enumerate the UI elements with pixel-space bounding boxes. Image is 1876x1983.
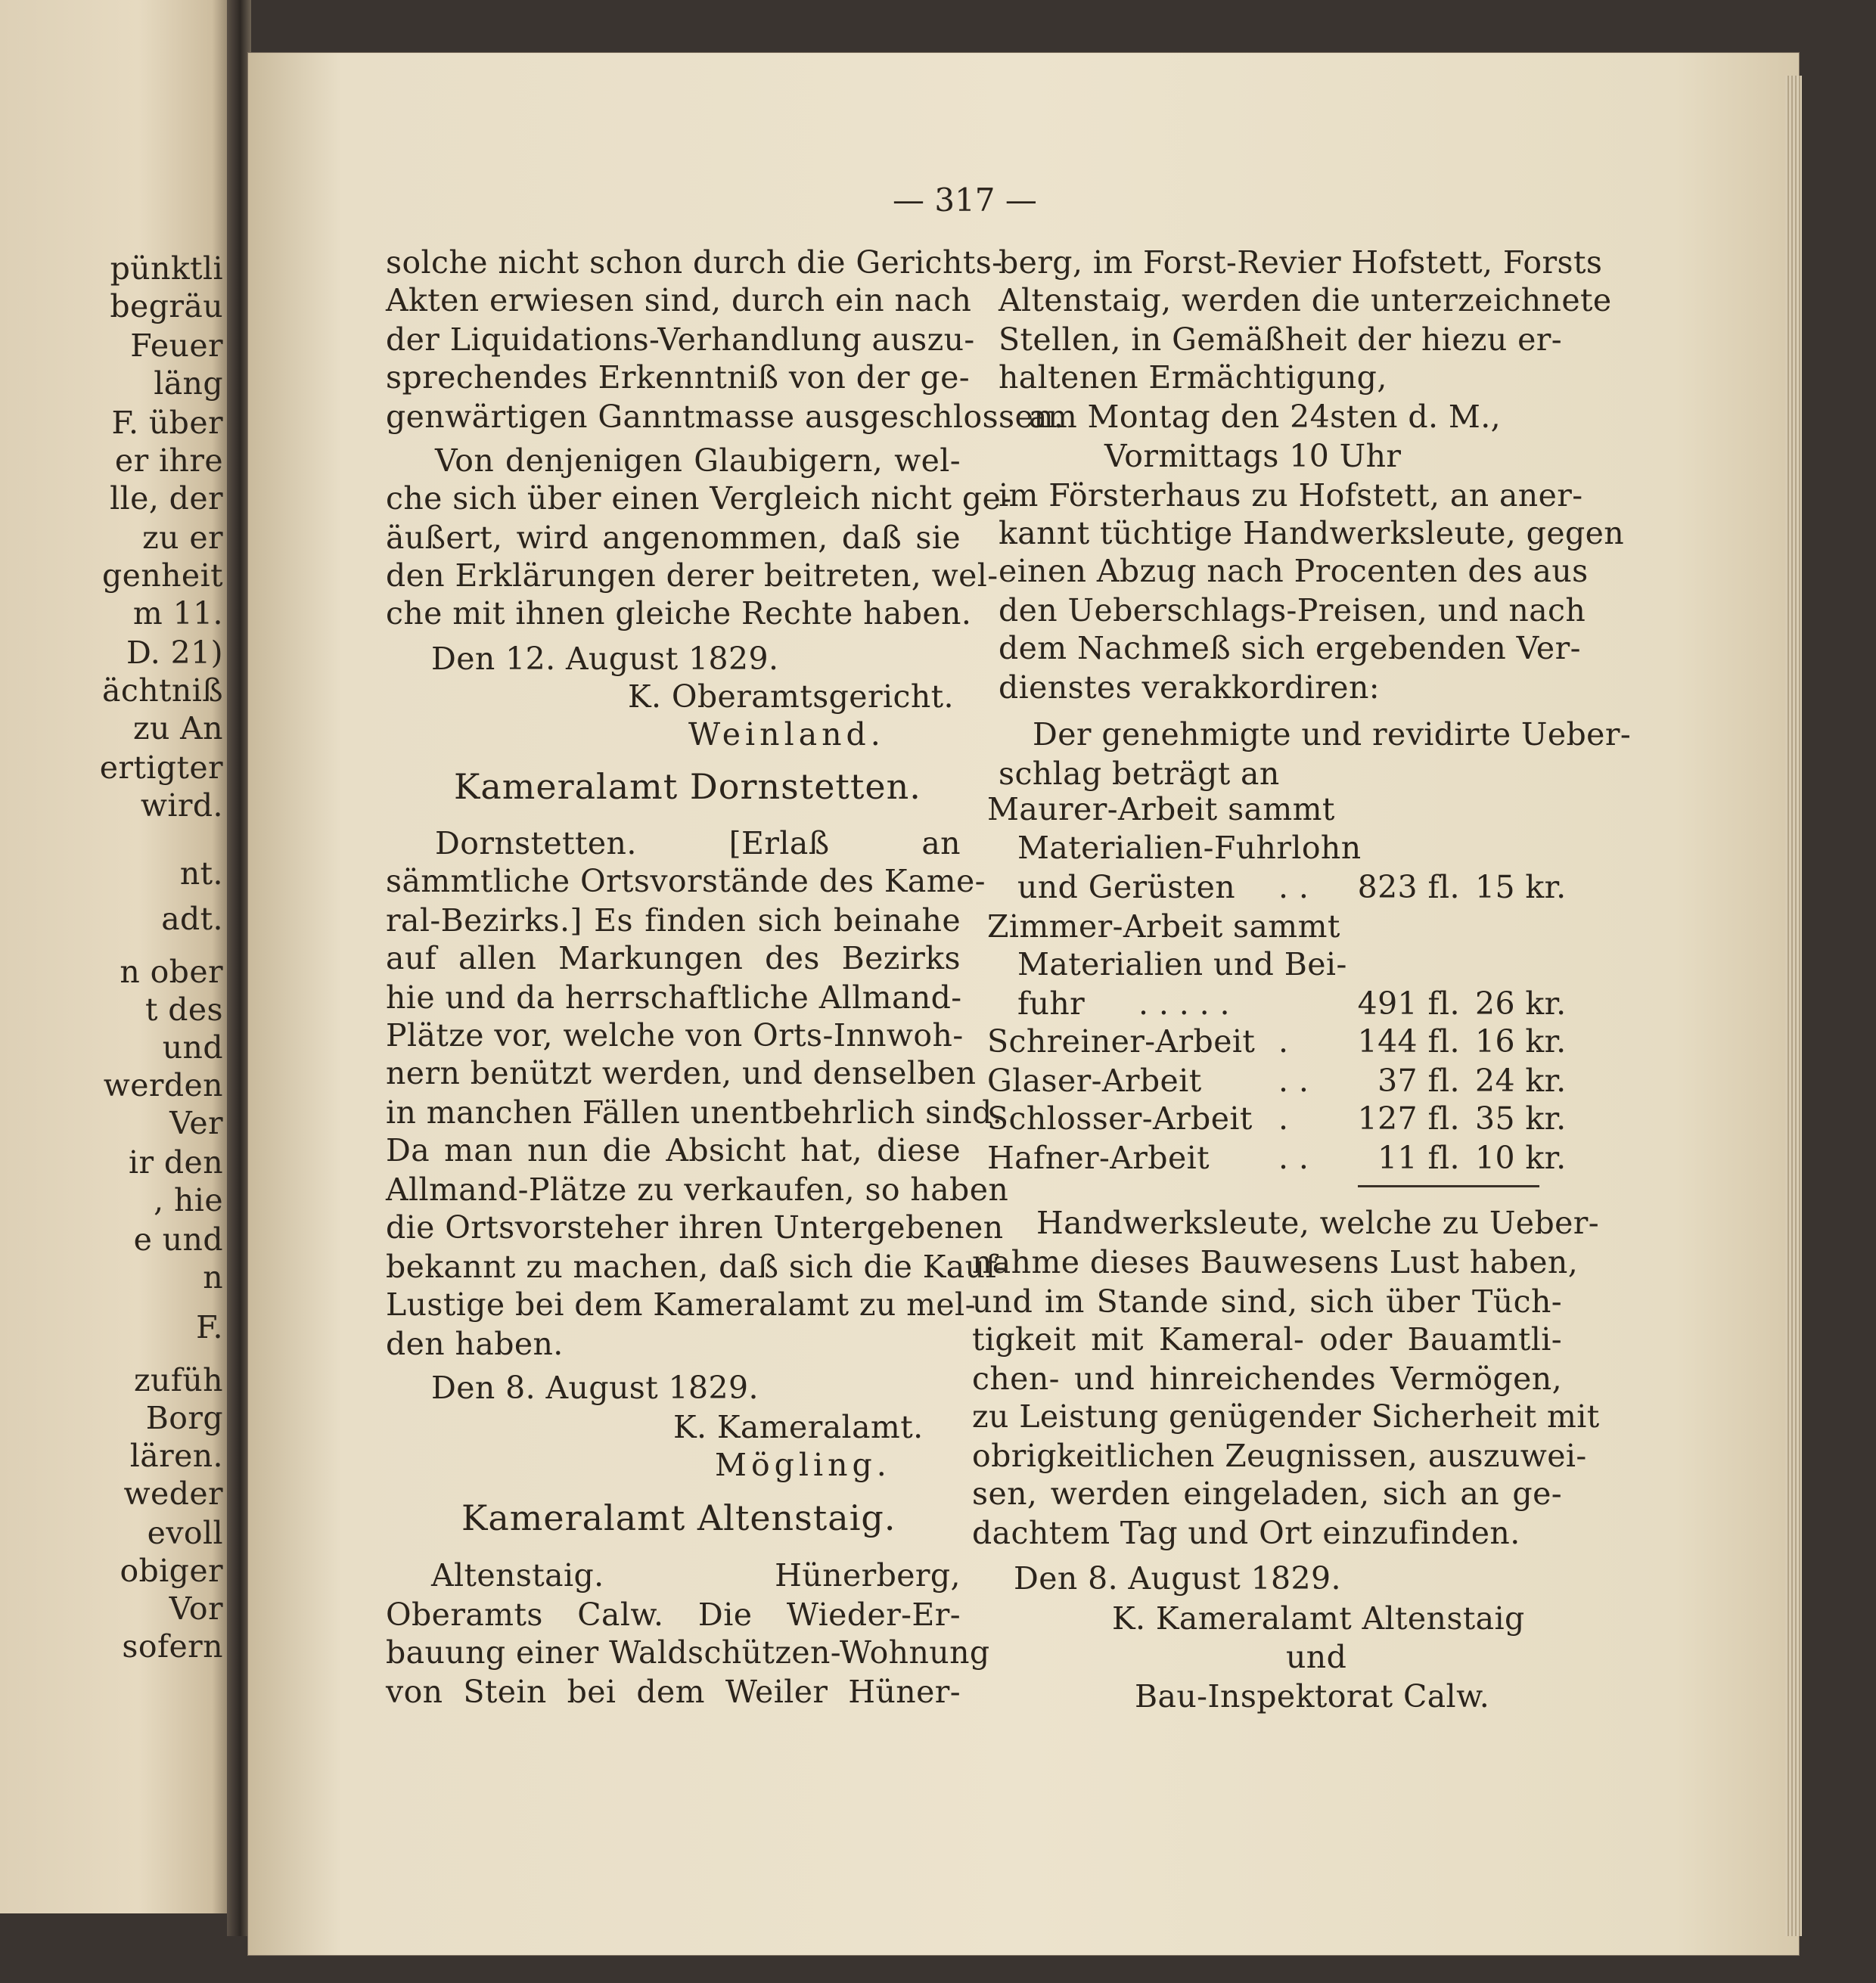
text-line: nahme dieses Bauwesens Lust haben, <box>972 1244 1579 1280</box>
cost-label: fuhr <box>1017 985 1086 1022</box>
text-line: K. Kameralamt Altenstaig <box>1112 1600 1525 1637</box>
cost-label: Materialien-Fuhrlohn <box>1017 830 1362 866</box>
text-line: K. Oberamtsgericht. <box>628 678 954 715</box>
text-line: Den 8. August 1829. <box>431 1370 759 1406</box>
section-heading: Kameralamt Altenstaig. <box>461 1497 896 1538</box>
left-margin-line: zu An <box>132 710 223 746</box>
text-line: die Ortsvorsteher ihren Untergebenen <box>386 1209 1004 1246</box>
cost-florin: 823 fl. <box>1357 869 1460 905</box>
text-line: auf allen Markungen des Bezirks <box>386 940 961 976</box>
text-line: sämmtliche Ortsvorstände des Kame- <box>386 863 986 899</box>
cost-kreuzer: 24 kr. <box>1475 1063 1567 1099</box>
text-line: solche nicht schon durch die Gerichts- <box>386 244 1003 281</box>
text-line: Von denjenigen Glaubigern, wel- <box>435 442 961 479</box>
text-line: Dornstetten. [Erlaß an <box>435 825 961 861</box>
text-line: Vormittags 10 Uhr <box>1104 438 1402 474</box>
cost-label: Maurer-Arbeit sammt <box>987 791 1335 827</box>
text-line: nern benützt werden, und denselben <box>386 1055 977 1091</box>
cost-label: Materialien und Bei- <box>1017 946 1347 982</box>
text-line: bauung einer Waldschützen-Wohnung <box>386 1634 990 1671</box>
cost-dots: . . . . . <box>1138 985 1230 1022</box>
text-line: che sich über einen Vergleich nicht ge- <box>386 480 1012 517</box>
left-margin-line: zu er <box>142 520 223 556</box>
text-line: den Ueberschlags-Preisen, und nach <box>999 592 1586 628</box>
text-line: Da man nun die Absicht hat, diese <box>386 1132 961 1168</box>
text-line: che mit ihnen gleiche Rechte haben. <box>386 595 972 632</box>
text-line: und <box>1286 1639 1347 1675</box>
text-line: Allmand-Plätze zu verkaufen, so haben <box>386 1171 1009 1208</box>
left-margin-line: lären. <box>129 1438 223 1474</box>
left-margin-line: m 11. <box>132 595 223 632</box>
cost-kreuzer: 16 kr. <box>1475 1023 1567 1060</box>
text-line: K. Kameralamt. <box>673 1409 924 1445</box>
left-margin-line: ertigter <box>99 749 223 786</box>
cost-label: Hafner-Arbeit <box>987 1140 1210 1176</box>
text-line: hie und da herrschaftliche Allmand- <box>386 979 962 1016</box>
text-line: Den 8. August 1829. <box>1014 1560 1341 1597</box>
text-line: dachtem Tag und Ort einzufinden. <box>972 1515 1520 1551</box>
text-line: genwärtigen Ganntmasse ausgeschlossen. <box>386 399 1064 435</box>
cost-florin: 127 fl. <box>1357 1100 1460 1137</box>
left-margin-line: werden <box>103 1067 223 1103</box>
text-line: Akten erwiesen sind, durch ein nach <box>386 282 972 318</box>
text-line: dienstes verakkordiren: <box>999 669 1380 706</box>
cost-label: Schreiner-Arbeit <box>987 1023 1256 1060</box>
left-margin-line: adt. <box>161 901 223 937</box>
left-margin-line: ir den <box>128 1144 223 1181</box>
text-line: ral-Bezirks.] Es finden sich beinahe <box>386 902 961 939</box>
left-margin-line: genheit <box>102 557 223 594</box>
left-margin-line: n <box>203 1259 223 1296</box>
text-line: Altenstaig. Hünerberg, <box>431 1557 961 1594</box>
text-line: haltenen Ermächtigung, <box>999 359 1387 396</box>
text-line: Lustige bei dem Kameralamt zu mel- <box>386 1286 976 1323</box>
cost-florin: 11 fl. <box>1377 1140 1460 1176</box>
text-line: Der genehmigte und revidirte Ueber- <box>1033 716 1632 753</box>
text-line: chen- und hinreichendes Vermögen, <box>972 1361 1562 1397</box>
cost-kreuzer: 15 kr. <box>1475 869 1567 905</box>
cost-florin: 491 fl. <box>1357 985 1460 1022</box>
cost-kreuzer: 10 kr. <box>1475 1140 1567 1176</box>
text-line: den haben. <box>386 1326 564 1362</box>
text-line: Plätze vor, welche von Orts-Innwoh- <box>386 1017 964 1054</box>
text-line: Stellen, in Gemäßheit der hiezu er- <box>999 321 1563 358</box>
left-margin-line: er ihre <box>114 442 223 479</box>
left-margin-line: Borg <box>145 1400 223 1436</box>
left-margin-line: pünktli <box>110 250 223 287</box>
left-margin-line: F. <box>196 1309 223 1345</box>
text-line: einen Abzug nach Procenten des aus <box>999 553 1589 589</box>
left-margin-line: begräu <box>110 288 223 324</box>
text-line: zu Leistung genügender Sicherheit mit <box>972 1398 1600 1435</box>
text-line: bekannt zu machen, daß sich die Kauf- <box>386 1249 1007 1285</box>
text-line: Oberamts Calw. Die Wieder-Er- <box>386 1597 961 1633</box>
text-line: äußert, wird angenommen, daß sie <box>386 520 961 556</box>
left-margin-line: ächtniß <box>102 672 223 709</box>
text-line: Mögling. <box>715 1447 891 1483</box>
left-margin-line: , hie <box>154 1182 223 1218</box>
text-line: berg, im Forst-Revier Hofstett, Forsts <box>999 244 1603 281</box>
text-line: schlag beträgt an <box>999 756 1280 792</box>
left-margin-line: läng <box>154 365 223 402</box>
left-margin-line: Vor <box>169 1590 223 1627</box>
left-margin-line: lle, der <box>110 480 223 517</box>
left-margin-line: D. 21) <box>126 635 223 671</box>
cost-label: und Gerüsten <box>1017 869 1236 905</box>
cost-florin: 144 fl. <box>1357 1023 1460 1060</box>
cost-florin: 37 fl. <box>1377 1063 1460 1099</box>
text-line: tigkeit mit Kameral- oder Bauamtli- <box>972 1321 1562 1358</box>
cost-kreuzer: 26 kr. <box>1475 985 1567 1022</box>
section-heading: Kameralamt Dornstetten. <box>454 766 921 807</box>
text-line: Altenstaig, werden die unterzeichnete <box>999 282 1612 318</box>
left-margin-line: evoll <box>147 1515 223 1551</box>
text-line: am Montag den 24sten d. M., <box>1029 399 1502 435</box>
left-margin-line: n ober <box>120 954 223 990</box>
cost-dots: . . <box>1278 1140 1309 1176</box>
text-line: Weinland. <box>688 716 885 753</box>
page-edges <box>1785 76 1802 1936</box>
left-margin-line: Ver <box>169 1105 223 1141</box>
left-margin-line: t des <box>144 991 223 1028</box>
left-margin-line: weder <box>123 1476 223 1512</box>
text-line: sprechendes Erkenntniß von der ge- <box>386 359 971 396</box>
left-margin-line: obiger <box>120 1553 223 1589</box>
text-line: obrigkeitlichen Zeugnissen, auszuwei- <box>972 1438 1587 1474</box>
text-line: sen, werden eingeladen, sich an ge- <box>972 1476 1562 1512</box>
text-line: in manchen Fällen unentbehrlich sind. <box>386 1094 1003 1131</box>
text-line: den Erklärungen derer beitreten, wel- <box>386 557 999 594</box>
left-margin-line: und <box>162 1029 223 1066</box>
left-margin-line: nt. <box>179 855 223 892</box>
left-margin-line: sofern <box>122 1628 223 1665</box>
text-line: der Liquidations-Verhandlung auszu- <box>386 321 975 358</box>
left-margin-line: e und <box>133 1221 223 1258</box>
text-line: dem Nachmeß sich ergebenden Ver- <box>999 630 1581 666</box>
text-line: Bau-Inspektorat Calw. <box>1135 1678 1490 1715</box>
cost-label: Zimmer-Arbeit sammt <box>987 908 1340 945</box>
left-margin-line: Feuer <box>130 327 223 364</box>
cost-dots: . <box>1278 1100 1289 1137</box>
cost-dots: . . <box>1278 869 1309 905</box>
left-margin-line: zufüh <box>134 1362 223 1398</box>
cost-label: Glaser-Arbeit <box>987 1063 1202 1099</box>
text-line: im Försterhaus zu Hofstett, an aner- <box>999 477 1583 514</box>
cost-dots: . <box>1278 1023 1289 1060</box>
text-line: und im Stande sind, sich über Tüch- <box>972 1283 1562 1320</box>
text-line: von Stein bei dem Weiler Hüner- <box>386 1674 961 1710</box>
text-line: kannt tüchtige Handwerksleute, gegen <box>999 515 1625 551</box>
left-margin-line: F. über <box>111 405 223 441</box>
text-line: Den 12. August 1829. <box>431 641 779 677</box>
cost-dots: . . <box>1278 1063 1309 1099</box>
left-margin-line: wird. <box>140 787 223 824</box>
text-line: Handwerksleute, welche zu Ueber- <box>1036 1205 1600 1241</box>
cost-label: Schlosser-Arbeit <box>987 1100 1253 1137</box>
sum-rule <box>1358 1185 1539 1187</box>
page-number: — 317 — <box>893 182 1037 219</box>
cost-kreuzer: 35 kr. <box>1475 1100 1567 1137</box>
